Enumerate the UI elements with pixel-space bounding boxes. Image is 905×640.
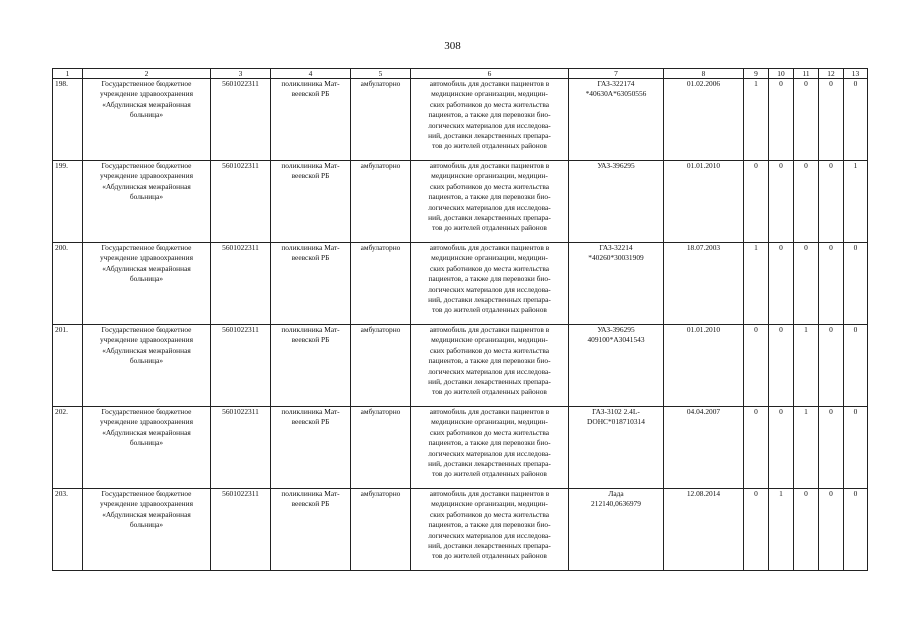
flag-f11: 0 xyxy=(794,243,819,325)
care-mode: амбулаторно xyxy=(351,489,411,571)
flag-f10: 0 xyxy=(769,243,794,325)
header-row xyxy=(53,69,868,79)
subdivision-name xyxy=(271,325,351,407)
vehicle-model xyxy=(569,489,664,571)
vehicle-model-line: 409100*А3041543 xyxy=(587,335,645,345)
header-cell: 2 xyxy=(83,69,211,79)
flag-f10: 0 xyxy=(769,407,794,489)
organization-name-line: больница» xyxy=(129,192,164,202)
inn-code: 5601022311 xyxy=(211,489,271,571)
table-row xyxy=(53,325,868,407)
vehicle-purpose-line: ний, доставки лекарственных препара- xyxy=(428,541,551,551)
organization-name-line: учреждение здравоохранения xyxy=(100,499,193,509)
vehicle-model-line: *40630А*63050556 xyxy=(585,89,647,99)
vehicle-purpose-line: пациентов, а также для перевозки био- xyxy=(428,274,551,284)
flag-f13: 1 xyxy=(844,161,868,243)
subdivision-name xyxy=(271,243,351,325)
organization-name-line: больница» xyxy=(129,274,164,284)
vehicle-purpose-line: тов до жителей отдаленных районов xyxy=(432,469,547,479)
vehicle-model xyxy=(569,161,664,243)
header-cell: 3 xyxy=(211,69,271,79)
inn-code: 5601022311 xyxy=(211,407,271,489)
organization-name-line: учреждение здравоохранения xyxy=(100,417,193,427)
flag-f11: 1 xyxy=(794,325,819,407)
header-cell: 6 xyxy=(411,69,569,79)
vehicle-model xyxy=(569,79,664,161)
subdivision-name-line: веевской РБ xyxy=(291,171,330,181)
subdivision-name-line: поликлиника Мат- xyxy=(281,161,340,170)
subdivision-name-line: поликлиника Мат- xyxy=(281,243,340,252)
flag-f12: 0 xyxy=(819,161,844,243)
vehicle-purpose-line: ний, доставки лекарственных препара- xyxy=(428,213,551,223)
organization-name-line: «Абдулинская межрайонная xyxy=(102,99,191,109)
vehicle-model-line: ГАЗ-3102 2.4L- xyxy=(592,407,640,416)
vehicle-purpose-line: пациентов, а также для перевозки био- xyxy=(428,192,551,202)
registration-date: 01.02.2006 xyxy=(664,79,744,161)
flag-f11: 1 xyxy=(794,407,819,489)
organization-name-line: Государственное бюджетное xyxy=(101,79,192,88)
care-mode: амбулаторно xyxy=(351,407,411,489)
vehicle-purpose-line: логических материалов для исследова- xyxy=(428,448,551,458)
vehicle-purpose xyxy=(411,243,569,325)
inn-code: 5601022311 xyxy=(211,243,271,325)
row-number: 203. xyxy=(53,489,83,571)
vehicle-model-line: *40260*30031909 xyxy=(588,253,644,263)
vehicle-purpose-line: ний, доставки лекарственных препара- xyxy=(428,377,551,387)
header-cell: 13 xyxy=(844,69,868,79)
flag-f10: 0 xyxy=(769,79,794,161)
flag-f11: 0 xyxy=(794,79,819,161)
vehicle-purpose xyxy=(411,489,569,571)
vehicle-purpose-line: тов до жителей отдаленных районов xyxy=(432,551,547,561)
flag-f12: 0 xyxy=(819,325,844,407)
inn-code: 5601022311 xyxy=(211,79,271,161)
header-cell: 4 xyxy=(271,69,351,79)
page-number: 308 xyxy=(444,40,461,52)
flag-f13: 0 xyxy=(844,325,868,407)
table-row xyxy=(53,161,868,243)
table-row xyxy=(53,243,868,325)
vehicle-purpose-line: медицинские организации, медицин- xyxy=(431,335,548,345)
vehicle-purpose xyxy=(411,407,569,489)
registration-date: 12.08.2014 xyxy=(664,489,744,571)
organization-name-line: больница» xyxy=(129,520,164,530)
row-number: 199. xyxy=(53,161,83,243)
care-mode: амбулаторно xyxy=(351,161,411,243)
table-row xyxy=(53,79,868,161)
subdivision-name xyxy=(271,161,351,243)
header-cell: 12 xyxy=(819,69,844,79)
table-row xyxy=(53,407,868,489)
vehicle-purpose-line: медицинские организации, медицин- xyxy=(431,171,548,181)
flag-f10: 1 xyxy=(769,489,794,571)
vehicle-purpose-line: автомобиль для доставки пациентов в xyxy=(429,161,550,170)
flag-f10: 0 xyxy=(769,161,794,243)
vehicle-purpose-line: ний, доставки лекарственных препара- xyxy=(428,459,551,469)
organization-name-line: «Абдулинская межрайонная xyxy=(102,263,191,273)
table-header xyxy=(53,69,868,79)
flag-f9: 0 xyxy=(744,407,769,489)
flag-f10: 0 xyxy=(769,325,794,407)
vehicle-model-line: ГАЗ-322174 xyxy=(597,79,635,88)
flag-f11: 0 xyxy=(794,489,819,571)
vehicle-model-line: УАЗ-396295 xyxy=(597,161,635,170)
vehicle-model-line: 212140,0636979 xyxy=(591,499,641,509)
registration-date: 04.04.2007 xyxy=(664,407,744,489)
vehicle-purpose-line: ских работников до места жительства xyxy=(429,181,550,191)
inn-code: 5601022311 xyxy=(211,325,271,407)
vehicle-purpose-line: тов до жителей отдаленных районов xyxy=(432,141,547,151)
vehicle-purpose-line: ских работников до места жительства xyxy=(429,263,550,273)
care-mode: амбулаторно xyxy=(351,79,411,161)
flag-f13: 0 xyxy=(844,489,868,571)
table-row xyxy=(53,489,868,571)
inn-code: 5601022311 xyxy=(211,161,271,243)
header-cell: 9 xyxy=(744,69,769,79)
subdivision-name-line: поликлиника Мат- xyxy=(281,489,340,498)
row-number: 198. xyxy=(53,79,83,161)
vehicle-purpose-line: пациентов, а также для перевозки био- xyxy=(428,110,551,120)
subdivision-name-line: веевской РБ xyxy=(291,253,330,263)
organization-name xyxy=(83,407,211,489)
subdivision-name xyxy=(271,489,351,571)
vehicle-model-line: DOHC*018710314 xyxy=(587,417,645,427)
registration-date: 01.01.2010 xyxy=(664,325,744,407)
flag-f13: 0 xyxy=(844,79,868,161)
vehicle-purpose-line: медицинские организации, медицин- xyxy=(431,89,548,99)
vehicle-purpose xyxy=(411,325,569,407)
organization-name-line: «Абдулинская межрайонная xyxy=(102,427,191,437)
vehicle-purpose-line: логических материалов для исследова- xyxy=(428,530,551,540)
vehicle-model xyxy=(569,407,664,489)
organization-name-line: Государственное бюджетное xyxy=(101,489,192,498)
flag-f12: 0 xyxy=(819,243,844,325)
vehicle-purpose-line: пациентов, а также для перевозки био- xyxy=(428,520,551,530)
vehicle-model-line: ГАЗ-32214 xyxy=(599,243,633,252)
subdivision-name-line: веевской РБ xyxy=(291,89,330,99)
vehicle-purpose-line: ских работников до места жительства xyxy=(429,427,550,437)
vehicle-model-line: УАЗ-396295 xyxy=(597,325,635,334)
organization-name xyxy=(83,243,211,325)
organization-name-line: Государственное бюджетное xyxy=(101,407,192,416)
subdivision-name-line: поликлиника Мат- xyxy=(281,407,340,416)
flag-f13: 0 xyxy=(844,407,868,489)
vehicle-model xyxy=(569,325,664,407)
vehicle-model-line: Лада xyxy=(608,489,624,498)
vehicle-purpose-line: ских работников до места жительства xyxy=(429,509,550,519)
table-body xyxy=(53,79,868,571)
organization-name xyxy=(83,325,211,407)
flag-f9: 1 xyxy=(744,243,769,325)
organization-name-line: Государственное бюджетное xyxy=(101,325,192,334)
vehicle-purpose-line: ний, доставки лекарственных препара- xyxy=(428,295,551,305)
header-cell: 8 xyxy=(664,69,744,79)
organization-name xyxy=(83,161,211,243)
flag-f9: 0 xyxy=(744,489,769,571)
vehicle-purpose-line: автомобиль для доставки пациентов в xyxy=(429,407,550,416)
subdivision-name xyxy=(271,79,351,161)
vehicle-purpose-line: автомобиль для доставки пациентов в xyxy=(429,243,550,252)
flag-f11: 0 xyxy=(794,161,819,243)
organization-name-line: учреждение здравоохранения xyxy=(100,253,193,263)
organization-name-line: Государственное бюджетное xyxy=(101,161,192,170)
vehicle-purpose-line: тов до жителей отдаленных районов xyxy=(432,387,547,397)
header-cell: 1 xyxy=(53,69,83,79)
vehicle-purpose-line: автомобиль для доставки пациентов в xyxy=(429,79,550,88)
vehicle-purpose-line: логических материалов для исследова- xyxy=(428,202,551,212)
vehicle-purpose-line: логических материалов для исследова- xyxy=(428,120,551,130)
organization-name xyxy=(83,489,211,571)
subdivision-name-line: веевской РБ xyxy=(291,499,330,509)
subdivision-name-line: поликлиника Мат- xyxy=(281,325,340,334)
subdivision-name-line: веевской РБ xyxy=(291,335,330,345)
vehicle-purpose-line: тов до жителей отдаленных районов xyxy=(432,305,547,315)
subdivision-name-line: веевской РБ xyxy=(291,417,330,427)
vehicle-purpose-line: тов до жителей отдаленных районов xyxy=(432,223,547,233)
subdivision-name xyxy=(271,407,351,489)
organization-name-line: учреждение здравоохранения xyxy=(100,335,193,345)
vehicle-purpose-line: ских работников до места жительства xyxy=(429,345,550,355)
header-cell: 10 xyxy=(769,69,794,79)
flag-f12: 0 xyxy=(819,407,844,489)
vehicle-purpose-line: автомобиль для доставки пациентов в xyxy=(429,325,550,334)
vehicle-purpose-line: медицинские организации, медицин- xyxy=(431,417,548,427)
vehicle-purpose-line: пациентов, а также для перевозки био- xyxy=(428,356,551,366)
flag-f9: 1 xyxy=(744,79,769,161)
vehicle-purpose xyxy=(411,161,569,243)
header-cell: 7 xyxy=(569,69,664,79)
header-cell: 5 xyxy=(351,69,411,79)
organization-name-line: «Абдулинская межрайонная xyxy=(102,509,191,519)
organization-name-line: больница» xyxy=(129,110,164,120)
organization-name-line: «Абдулинская межрайонная xyxy=(102,181,191,191)
header-cell: 11 xyxy=(794,69,819,79)
flag-f9: 0 xyxy=(744,161,769,243)
row-number: 202. xyxy=(53,407,83,489)
vehicle-purpose-line: медицинские организации, медицин- xyxy=(431,499,548,509)
vehicle-registry-table xyxy=(52,68,868,571)
organization-name-line: больница» xyxy=(129,356,164,366)
flag-f12: 0 xyxy=(819,489,844,571)
row-number: 200. xyxy=(53,243,83,325)
organization-name-line: учреждение здравоохранения xyxy=(100,89,193,99)
registration-date: 18.07.2003 xyxy=(664,243,744,325)
vehicle-purpose-line: автомобиль для доставки пациентов в xyxy=(429,489,550,498)
row-number: 201. xyxy=(53,325,83,407)
flag-f9: 0 xyxy=(744,325,769,407)
vehicle-purpose-line: ских работников до места жительства xyxy=(429,99,550,109)
organization-name-line: Государственное бюджетное xyxy=(101,243,192,252)
vehicle-purpose xyxy=(411,79,569,161)
organization-name-line: больница» xyxy=(129,438,164,448)
vehicle-purpose-line: ний, доставки лекарственных препара- xyxy=(428,131,551,141)
vehicle-purpose-line: медицинские организации, медицин- xyxy=(431,253,548,263)
flag-f13: 0 xyxy=(844,243,868,325)
vehicle-purpose-line: логических материалов для исследова- xyxy=(428,366,551,376)
organization-name-line: учреждение здравоохранения xyxy=(100,171,193,181)
vehicle-purpose-line: пациентов, а также для перевозки био- xyxy=(428,438,551,448)
vehicle-model xyxy=(569,243,664,325)
care-mode: амбулаторно xyxy=(351,325,411,407)
flag-f12: 0 xyxy=(819,79,844,161)
subdivision-name-line: поликлиника Мат- xyxy=(281,79,340,88)
organization-name-line: «Абдулинская межрайонная xyxy=(102,345,191,355)
organization-name xyxy=(83,79,211,161)
vehicle-purpose-line: логических материалов для исследова- xyxy=(428,284,551,294)
registration-date: 01.01.2010 xyxy=(664,161,744,243)
care-mode: амбулаторно xyxy=(351,243,411,325)
